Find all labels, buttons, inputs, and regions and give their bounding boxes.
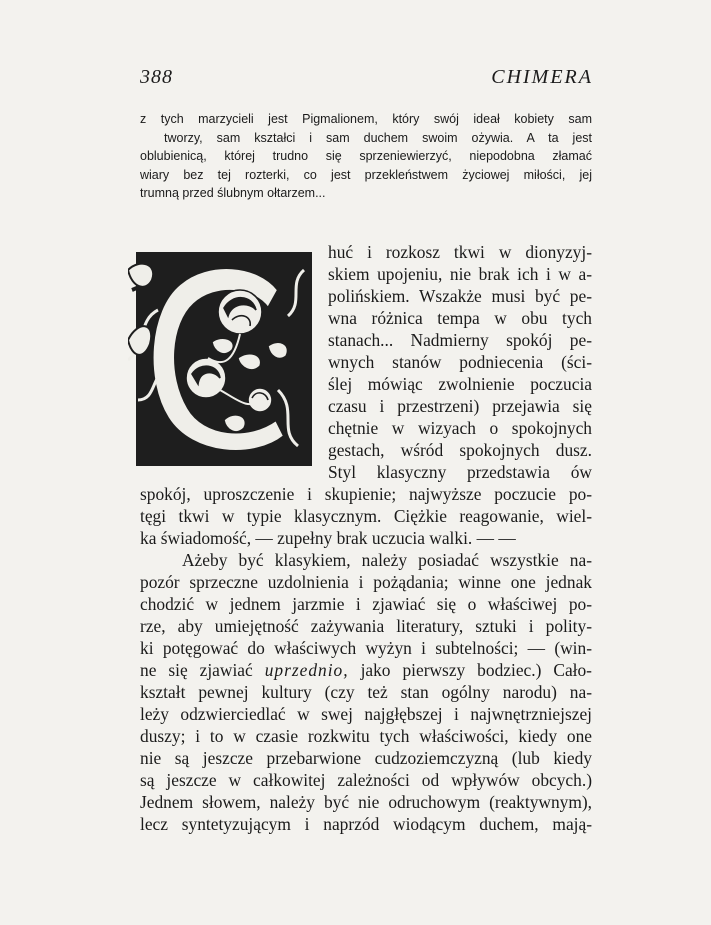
epigraph-line: trumną przed ślubnym ołtarzem... <box>140 186 326 200</box>
text-line: ka świadomość, — zupełny brak uczucia walki. — — <box>140 528 516 548</box>
text-line: kształt pewnej kultury (czy też stan ogólny narodu) na- <box>140 682 592 702</box>
text-line: pozór sprzeczne uzdolnienia i pożądania; winne one jednak <box>140 572 592 592</box>
text-line: stanach... Nadmierny spokój pe- <box>328 330 592 350</box>
text-line: chętnie w wizyach o spokojnych <box>328 418 592 438</box>
text-fragment: ne się zjawiać <box>140 660 253 680</box>
text-line: skiem upojeniu, nie brak ich i w a- <box>328 264 592 284</box>
epigraph-line: oblubienicą, której trudno się sprzeniewierzyć, niepodobna złamać <box>140 149 592 163</box>
epigraph-line: wiary bez tej rozterki, co jest przekleństwem życiowej miłości, jej <box>140 167 592 182</box>
text-line: leży odzwierciedlać w swej najgłębszej i najwnętrzniejszej <box>140 704 592 724</box>
running-head: CHIMERA <box>491 66 593 88</box>
text-line: nie są jeszcze przebarwione cudzoziemczyzną (lub kiedy <box>140 748 592 768</box>
epigraph-line: z tych marzycieli jest Pigmalionem, który swój ideał kobiety sam <box>140 112 592 126</box>
ornamental-initial-c-icon <box>128 250 316 470</box>
text-line: wnych stanów podniecenia (ści- <box>328 352 592 372</box>
epigraph <box>140 110 592 203</box>
text-line: Ażeby być klasykiem, należy posiadać wszystkie na- <box>182 550 592 570</box>
emphasis-word: uprzednio, <box>264 660 349 680</box>
text-line: ki potęgować do właściwych wyżyn i subtelności; — (win- <box>140 638 592 658</box>
text-line: lecz syntetyzującym i naprzód wiodącym duchem, mają- <box>140 814 592 834</box>
text-line-mixed <box>140 660 592 682</box>
text-line: gestach, wśród spokojnych dusz. <box>328 440 592 460</box>
text-line: ślej mówiąc zwolnienie poczucia <box>328 374 592 394</box>
text-line: czasu i przestrzeni) przejawia się <box>328 396 592 416</box>
text-line: są jeszcze w całkowitej zależności od wpływów obcych.) <box>140 770 592 790</box>
text-line: polińskiem. Wszakże musi być pe- <box>328 286 592 306</box>
text-line: chodzić w jednem jarzmie i zjawiać się o właściwej po- <box>140 594 592 614</box>
text-line: Styl klasyczny przedstawia ów <box>328 462 592 482</box>
text-line: duszy; i to w czasie rozkwitu tych właściwości, kiedy one <box>140 726 592 746</box>
text-fragment: jako pierwszy bodziec.) Cało- <box>360 660 592 680</box>
text-line: Jednem słowem, należy być nie odruchowym (reaktywnym), <box>140 792 592 812</box>
rose-initial-svg <box>128 250 316 470</box>
text-line: rze, aby umiejętność zażywania literatury, sztuki i polity- <box>140 616 592 636</box>
text-line: huć i rozkosz tkwi w dionyzyj- <box>328 242 592 262</box>
text-line: spokój, uproszczenie i skupienie; najwyższe poczucie po- <box>140 484 592 504</box>
text-line: tęgi tkwi w typie klasycznym. Ciężkie reagowanie, wiel- <box>140 506 592 526</box>
page-number: 388 <box>140 66 173 88</box>
text-line: wna różnica tempa w obu tych <box>328 308 592 328</box>
epigraph-line: tworzy, sam kształci i sam duchem swoim ożywia. A ta jest <box>164 130 592 145</box>
